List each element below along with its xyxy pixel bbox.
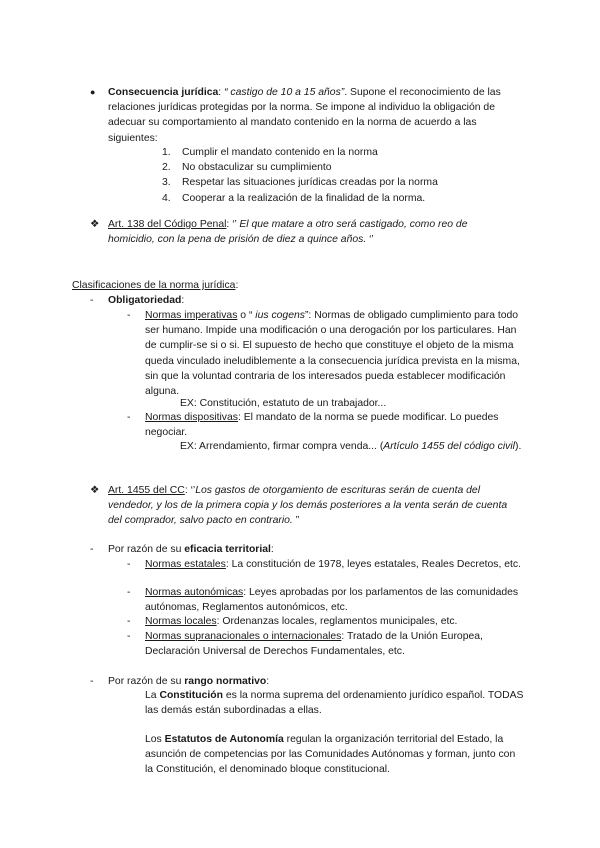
item-text: No obstaculizar su cumplimiento [182, 162, 332, 174]
dash-marker: - [127, 616, 131, 627]
consecuencia-text: . Supone el reconocimiento de las relaciones jurídicas protegidas por la norma. Se impone al individuo la obligación de adecuar su comportamiento al mandato contenido en la norma de acuerdo a las siguientes: [108, 87, 501, 144]
dispositivas-text: : El mandato de la norma se puede modificar. Lo puedes negociar. [145, 412, 499, 439]
imperativas-paragraph [145, 308, 527, 399]
colon: : [266, 676, 270, 687]
consecuencia-list [162, 145, 502, 206]
section-heading [72, 278, 238, 293]
dash-marker: - [127, 559, 131, 570]
connector: o “ [237, 310, 253, 321]
item-text: : Ordenanzas locales, reglamentos municipales, etc. [216, 616, 458, 627]
dash-marker: - [90, 544, 94, 555]
dash-marker: - [127, 412, 131, 423]
art138-paragraph [108, 217, 508, 247]
eficacia-item [145, 629, 527, 659]
imperativas-label: Normas imperativas [145, 310, 238, 321]
item-number: 4. [162, 192, 171, 204]
quote-close: ‘’ [366, 234, 374, 246]
dash-marker: - [127, 310, 131, 321]
diamond-icon: ❖ [90, 219, 100, 230]
ius-cogens: ius cogens [252, 310, 305, 321]
item-number: 3. [162, 177, 171, 189]
dash-marker: - [90, 295, 94, 306]
item-text: Respetar las situaciones jurídicas creadas por la norma [182, 177, 438, 189]
dash-marker: - [90, 676, 94, 687]
text-bold: Constitución [159, 690, 223, 701]
eficacia-item [145, 614, 527, 629]
quote-open: : ‘’ [184, 485, 196, 496]
dispositivas-paragraph [145, 410, 527, 440]
heading-text: Clasificaciones de la norma jurídica [72, 280, 236, 291]
item-label: Normas autonómicas [145, 587, 244, 598]
item-text: Cooperar a la realización de la finalidad de la norma. [182, 192, 426, 204]
text-post: regulan la organización territorial del Estado, la asunción de competencias por las Comunidades Autónomas y forman, junto con la Constitución, el denominado bloque constitucional. [145, 734, 516, 776]
example-end: ). [514, 441, 522, 452]
intro-text: Por razón de su [108, 544, 185, 555]
constitucion-paragraph [145, 688, 525, 718]
item-number: 1. [162, 147, 171, 158]
estatutos-paragraph [145, 732, 525, 778]
art1455-quote: Los gastos de otorgamiento de escrituras serán de cuenta del vendedor, y los de la primera copia y los demás posteriores a la venta serán de cuenta del comprador, salvo pacto en contrario. [108, 485, 508, 527]
text-pre: La [145, 690, 160, 701]
item-number: 2. [162, 162, 171, 174]
colon: : [181, 295, 185, 306]
dash-marker: - [127, 587, 131, 598]
dispositivas-example [180, 439, 530, 454]
list-item [162, 160, 502, 175]
text-post: es la norma suprema del ordenamiento jurídico español. TODAS las demás están subordinadas a ellas. [145, 690, 524, 717]
label-text: Obligatoriedad [108, 295, 182, 306]
consecuencia-quote: “ castigo de 10 a 15 años” [224, 87, 345, 98]
art1455-ref: Art. 1455 del CC [108, 485, 185, 496]
item-text: : La constitución de 1978, leyes estatales, Reales Decretos, etc. [225, 559, 522, 570]
quote-close: ” [292, 515, 300, 527]
art138-ref: Art. 138 del Código Penal [108, 219, 227, 230]
list-item [162, 145, 502, 160]
example-citation: Artículo 1455 del código civil [383, 441, 515, 452]
example-text: EX: Arrendamiento, firmar compra venda... ( [180, 441, 384, 452]
label-text: rango normativo [184, 676, 267, 687]
list-item [162, 175, 502, 190]
quote-open: : ‘’ [226, 219, 240, 230]
label-text: eficacia territorial [184, 544, 271, 555]
item-label: Normas supranacionales o internacionales [145, 631, 342, 642]
colon: : [270, 544, 274, 555]
eficacia-heading [108, 542, 274, 557]
imperativas-text: ”: Normas de obligado cumplimiento para todo ser humano. Impide una modificación o una derogación por los particulares. Han de cumplir-se si o si. El supuesto de hecho que constituye el objeto de la misma queda vinculado ineludiblemente a la consecuencia jurídica prevista en la misma, sin que la voluntad contraria de los interesados pueda establecer modificación alguna. [145, 310, 520, 398]
dispositivas-label: Normas dispositivas [145, 412, 238, 423]
colon: : [218, 87, 225, 98]
dash-marker: - [127, 631, 131, 642]
item-label: Normas estatales [145, 559, 226, 570]
colon: : [235, 280, 239, 291]
eficacia-item [145, 585, 527, 615]
intro-text: Por razón de su [108, 676, 185, 687]
art138-quote: El que matare a otro será castigado, como reo de homicidio, con la pena de prisión de diez a quince años. [108, 219, 468, 246]
imperativas-example: EX: Constitución, estatuto de un trabajador... [180, 398, 387, 409]
consecuencia-paragraph [108, 85, 528, 146]
item-text: : Leyes aprobadas por los parlamentos de las comunidades autónomas, Reglamentos autonómicos, etc. [145, 587, 519, 614]
obligatoriedad-label [108, 293, 184, 308]
eficacia-item [145, 557, 527, 572]
diamond-icon: ❖ [90, 485, 100, 496]
text-bold: Estatutos de Autonomía [164, 734, 284, 745]
rango-heading [108, 674, 269, 689]
art1455-paragraph [108, 483, 520, 529]
item-text: : Tratado de la Unión Europea, Declaración Universal de Derechos Fundamentales, etc. [145, 631, 483, 658]
consecuencia-label: Consecuencia jurídica [108, 87, 219, 98]
list-item [162, 191, 502, 206]
text-pre: Los [145, 734, 165, 745]
item-label: Normas locales [145, 616, 217, 627]
item-text: Cumplir el mandato contenido en la norma [182, 147, 378, 158]
bullet-icon: ● [90, 87, 96, 97]
